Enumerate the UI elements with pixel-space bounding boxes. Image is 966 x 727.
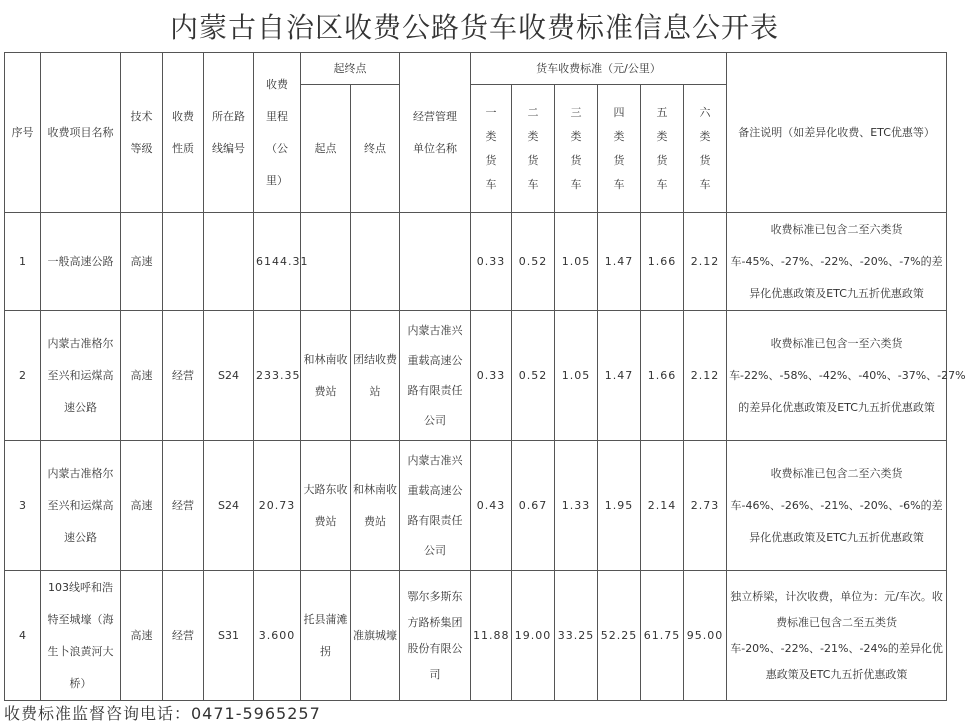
- row-fee-class4: 1.47: [598, 311, 641, 441]
- row-end: 团结收费站: [351, 311, 400, 441]
- row-fee-class5: 1.66: [641, 311, 684, 441]
- header-class1: 一类货车: [471, 85, 512, 213]
- header-start: 起点: [301, 85, 351, 213]
- row-name: 一般高速公路: [41, 213, 121, 311]
- row-seq: 2: [5, 311, 41, 441]
- header-operator: 经营管理单位名称: [400, 53, 471, 213]
- row-mileage: 20.73: [254, 441, 301, 571]
- row-mileage: 233.35: [254, 311, 301, 441]
- header-seq: 序号: [5, 53, 41, 213]
- row-fee-class2: 19.00: [512, 571, 555, 701]
- row-end: 准旗城壕: [351, 571, 400, 701]
- row-grade: 高速: [121, 311, 163, 441]
- row-fee-class3: 33.25: [555, 571, 598, 701]
- row-fee-class1: 11.88: [471, 571, 512, 701]
- row-route: [204, 213, 254, 311]
- row-name: 内蒙古准格尔至兴和运煤高速公路: [41, 441, 121, 571]
- row-grade: 高速: [121, 571, 163, 701]
- table-row: [5, 571, 947, 701]
- row-fee-class2: 0.52: [512, 311, 555, 441]
- row-route: S31: [204, 571, 254, 701]
- header-row-1: [5, 53, 947, 85]
- row-remark: 收费标准已包含二至六类货车-45%、-27%、-22%、-20%、-7%的差异化优惠政策及ETC九五折优惠政策: [727, 213, 947, 311]
- row-fee-class5: 61.75: [641, 571, 684, 701]
- row-nature: 经营: [163, 311, 204, 441]
- row-fee-class6: 2.12: [684, 311, 727, 441]
- row-fee-class3: 1.05: [555, 311, 598, 441]
- header-class2: 二类货车: [512, 85, 555, 213]
- header-route: 所在路线编号: [204, 53, 254, 213]
- row-end: [351, 213, 400, 311]
- header-class5: 五类货车: [641, 85, 684, 213]
- row-remark: 收费标准已包含一至六类货车-22%、-58%、-42%、-40%、-37%、-27%的差异化优惠政策及ETC九五折优惠政策: [727, 311, 947, 441]
- header-class3: 三类货车: [555, 85, 598, 213]
- row-fee-class3: 1.05: [555, 213, 598, 311]
- row-route: S24: [204, 441, 254, 571]
- header-grade: 技术等级: [121, 53, 163, 213]
- row-fee-class6: 2.73: [684, 441, 727, 571]
- row-name: 内蒙古准格尔至兴和运煤高速公路: [41, 311, 121, 441]
- table-row: [5, 311, 947, 441]
- row-fee-class6: 95.00: [684, 571, 727, 701]
- row-nature: 经营: [163, 571, 204, 701]
- header-name: 收费项目名称: [41, 53, 121, 213]
- page-title: 内蒙古自治区收费公路货车收费标准信息公开表: [169, 11, 779, 44]
- row-fee-class1: 0.43: [471, 441, 512, 571]
- row-start: 和林南收费站: [301, 311, 351, 441]
- row-fee-class6: 2.12: [684, 213, 727, 311]
- fee-table: [4, 52, 966, 701]
- header-class6: 六类货车: [684, 85, 727, 213]
- row-fee-class5: 2.14: [641, 441, 684, 571]
- row-start: 大路东收费站: [301, 441, 351, 571]
- row-seq: 3: [5, 441, 41, 571]
- row-mileage: 3.600: [254, 571, 301, 701]
- header-mileage: 收费里程（公里）: [254, 53, 301, 213]
- header-class4: 四类货车: [598, 85, 641, 213]
- row-name: 103线呼和浩特至城壕（海生卜浪黄河大桥）: [41, 571, 121, 701]
- row-fee-class4: 52.25: [598, 571, 641, 701]
- row-remark: 收费标准已包含二至六类货车-46%、-26%、-21%、-20%、-6%的差异化优惠政策及ETC九五折优惠政策: [727, 441, 947, 571]
- row-fee-class3: 1.33: [555, 441, 598, 571]
- table-row: [5, 213, 947, 311]
- row-remark: 独立桥梁，计次收费，单位为：元/车次。收费标准已包含二至五类货车-20%、-22%、-21%、-24%的差异化优惠政策及ETC九五折优惠政策: [727, 571, 947, 701]
- row-fee-class2: 0.67: [512, 441, 555, 571]
- row-fee-class5: 1.66: [641, 213, 684, 311]
- row-operator: 内蒙古准兴重载高速公路有限责任公司: [400, 311, 471, 441]
- row-seq: 4: [5, 571, 41, 701]
- header-nature: 收费性质: [163, 53, 204, 213]
- row-fee-class4: 1.95: [598, 441, 641, 571]
- header-end: 终点: [351, 85, 400, 213]
- row-nature: [163, 213, 204, 311]
- row-fee-class1: 0.33: [471, 213, 512, 311]
- row-fee-class1: 0.33: [471, 311, 512, 441]
- row-fee-class4: 1.47: [598, 213, 641, 311]
- row-operator: 鄂尔多斯东方路桥集团股份有限公司: [400, 571, 471, 701]
- row-grade: 高速: [121, 441, 163, 571]
- row-end: 和林南收费站: [351, 441, 400, 571]
- row-seq: 1: [5, 213, 41, 311]
- row-fee-class2: 0.52: [512, 213, 555, 311]
- row-start: 托县蒲滩拐: [301, 571, 351, 701]
- row-operator: 内蒙古准兴重载高速公路有限责任公司: [400, 441, 471, 571]
- table-row: [5, 441, 947, 571]
- row-operator: [400, 213, 471, 311]
- header-remark: 备注说明（如差异化收费、ETC优惠等）: [727, 53, 947, 213]
- header-fee-group: 货车收费标准（元/公里）: [471, 53, 727, 85]
- header-endpoints: 起终点: [301, 53, 400, 85]
- row-mileage: 6144.31: [254, 213, 301, 311]
- row-nature: 经营: [163, 441, 204, 571]
- row-grade: 高速: [121, 213, 163, 311]
- row-route: S24: [204, 311, 254, 441]
- consultation-phone: 收费标准监督咨询电话：0471-5965257: [4, 704, 321, 723]
